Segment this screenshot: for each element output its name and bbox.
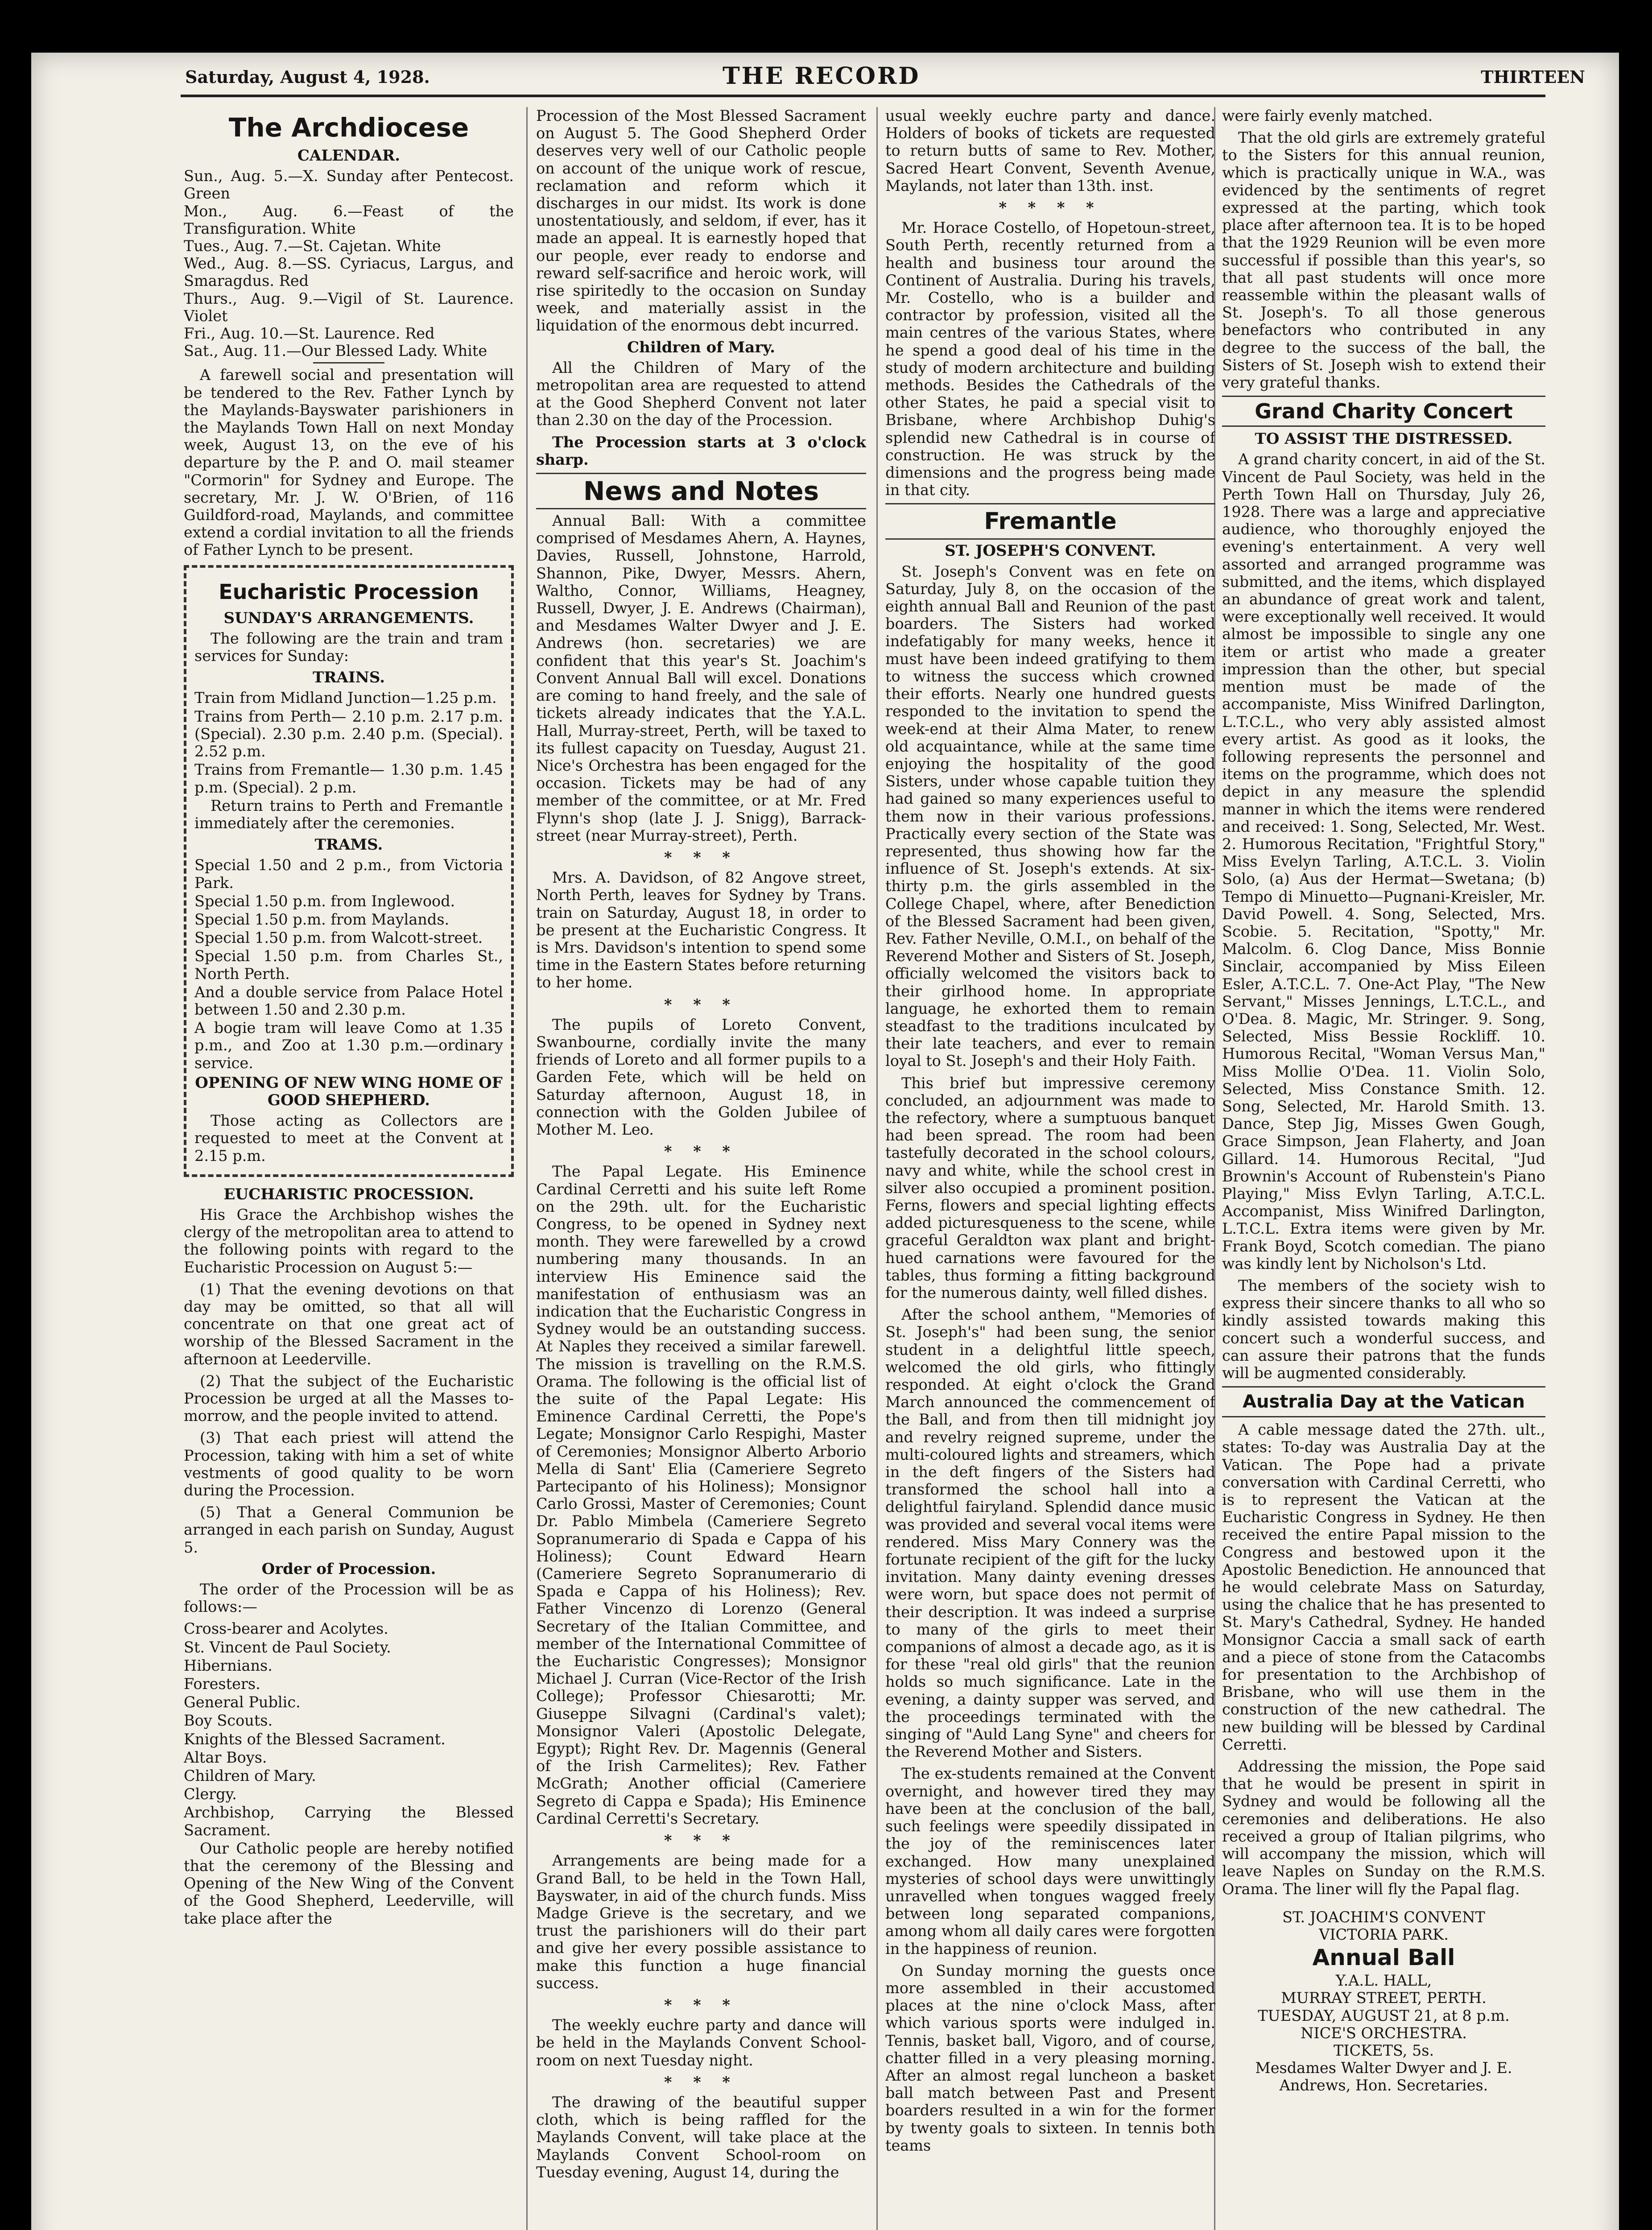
ad-line: TUESDAY, AUGUST 21, at 8 p.m.: [1258, 2007, 1510, 2024]
convent-paragraph: St. Joseph's Convent was en fete on Saturday, July 8, on the occasion of the eighth annual Ball and Reunion of the past boarders. The Sisters had worked indefatigably for many weeks, hence it must have been indeed gratifying to them to witness the success which crowned their efforts. Nearly one hundred guests responded to the invitation to spend the week-end at their Alma Mater, to renew old acquaintance, while at the same time enjoying the hospitality of the good Sisters, under whose capable tuition they had gained so many experiences useful to them now in their various professions. Practically every section of the State was represented, thus showing how far the influence of St. Joseph's extends. At six-thirty p.m. the girls assembled in the College Chapel, where, after Benediction of the Blessed Sacrament had been given, Rev. Father Neville, O.M.I., on behalf of the Reverend Mother and Sisters of St. Joseph, officially welcomed the visitors back to their girlhood home. In appropriate language, he exhorted them to remain steadfast to the traditions inculcated by their late teachers, and ever to remain loyal to St. Joseph's and their Holy Faith.: [885, 562, 1215, 1070]
tram-entry: Special 1.50 p.m. from Maylands.: [194, 910, 450, 928]
order-item: Knights of the Blessed Sacrament.: [184, 1730, 446, 1748]
euchre-continuation: usual weekly euchre party and dance. Holders of books of tickets are requested to return butts of same to Rev. Mother, Sacred Heart Convent, Seventh Avenue, Maylands, not later than 13th. inst.: [885, 107, 1215, 194]
children-of-mary-text: All the Children of Mary of the metropolitan area are requested to attend at the Good Shepherd Convent not later than 2.30 on the day of the Procession.: [536, 359, 866, 429]
star-separator: * * *: [664, 1996, 738, 2014]
procession-box-heading: Eucharistic Procession: [219, 579, 479, 604]
page-number: THIRTEEN: [1481, 67, 1585, 87]
order-item: Children of Mary.: [184, 1767, 316, 1785]
tram-entry: Special 1.50 p.m. from Charles St., North Perth.: [194, 947, 503, 983]
vatican-paragraph: Addressing the mission, the Pope said that he would be present in spirit in Sydney and would be following all the ceremonies and deliberations. He also received a group of Italian pilgrims, who will accompany the mission, which will leave Naples on Sunday on the R.M.S. Orama. The liner will fly the Papal flag.: [1222, 1758, 1545, 1898]
eucharistic-procession-heading: EUCHARISTIC PROCESSION.: [223, 1185, 474, 1203]
masthead-title: THE RECORD: [723, 62, 921, 90]
order-item: General Public.: [184, 1693, 301, 1711]
news-item: Arrangements are being made for a Grand Ball, to be held in the Town Hall, Bayswater, in aid of the church funds. Miss Madge Grieve is the secretary, and we trust the parishioners will do their part and give her every possible assistance to make this function a huge financial success.: [536, 1852, 866, 1992]
order-item: Foresters.: [184, 1675, 260, 1693]
calendar-entry: Wed., Aug. 8.—SS. Cyriacus, Largus, and Smaragdus. Red: [184, 255, 514, 290]
star-separator: * * *: [664, 1143, 738, 1160]
news-item: Mrs. A. Davidson, of 82 Angove street, North Perth, leaves for Sydney by Trans. train on Saturday, August 18, in order to be present at the Eucharistic Congress. It is Mrs. Davidson's intention to spend some time in the Eastern States before returning to her home.: [536, 869, 866, 991]
calendar-entry: Sat., Aug. 11.—Our Blessed Lady. White: [184, 342, 487, 360]
news-item: Annual Ball: With a committee comprised of Mesdames Ahern, A. Haynes, Davies, Russell, Johnstone, Harrold, Shannon, Pike, Dwyer, Messrs. Ahern, Waltho, Connor, Williams, Heagney, Russell, Dwyer, J. E. Andrews (Chairman), and Mesdames Walter Dwyer and J. E. Andrews (hon. secretaries) we are confident that this year's St. Joachim's Convent Annual Ball will excel. Donations are coming to hand freely, and the sale of tickets already indicates that the Y.A.L. Hall, Murray-street, Perth, will be taxed to its fullest capacity on Tuesday, August 21. Nice's Orchestra has been engaged for the occasion. Tickets may be had of any member of the committee, or at Mr. Fred Flynn's shop (late J. J. Snigg), Barrack-street (near Murray-street), Perth.: [536, 512, 866, 844]
column-divider: [876, 107, 878, 2230]
news-and-notes-heading: News and Notes: [536, 473, 866, 509]
calendar-entry: Thurs., Aug. 9.—Vigil of St. Laurence. Violet: [184, 289, 514, 325]
procession-point: (5) That a General Communion be arranged in each parish on Sunday, August 5.: [184, 1503, 514, 1556]
procession-time-note: The Procession starts at 3 o'clock sharp.: [536, 433, 866, 468]
news-item: The drawing of the beautiful supper cloth, which is being raffled for the Maylands Convent, will take place at the Maylands Convent School-room on Tuesday evening, August 14, during the: [536, 2093, 866, 2181]
train-entry: Trains from Fremantle— 1.30 p.m. 1.45 p.m. (Special). 2 p.m.: [194, 761, 503, 796]
calendar-entry: Sun., Aug. 5.—X. Sunday after Pentecost. Green: [184, 167, 514, 202]
convent-paragraph: After the school anthem, "Memories of St. Joseph's" had been sung, the senior student in a delightful little speech, welcomed the old girls, who fittingly responded. At eight o'clock the Grand March announced the commencement of the Ball, and from then till midnight joy and revelry reigned supreme, under the multi-coloured lights and streamers, which in the deft fingers of the Sisters had transformed the school hall into a delightful fairyland. Splendid dance music was provided and several vocal items were rendered. Miss Mary Connery was the fortunate recipient of the gift for the lucky invitation. Many dainty evening dresses were worn, but space does not permit of their description. It was indeed a surprise to many of the girls to meet their companions of almost a decade ago, as it is for these "real old girls" that the reunion holds so much significance. Late in the evening, a dainty supper was served, and the proceedings terminated with the singing of "Auld Lang Syne" and cheers for the Reverend Mother and Sisters.: [885, 1306, 1215, 1761]
tram-entry: Special 1.50 p.m. from Inglewood.: [194, 892, 455, 910]
ad-line: ST. JOACHIM'S CONVENT: [1282, 1908, 1485, 1926]
train-entry: Train from Midland Junction—1.25 p.m.: [194, 689, 497, 707]
calendar-entry: Tues., Aug. 7.—St. Cajetan. White: [184, 237, 441, 255]
trains-heading: TRAINS.: [312, 669, 385, 687]
procession-point: (2) That the subject of the Eucharistic Procession be urged at all the Masses to-morrow, and the people invited to attend.: [184, 1372, 514, 1425]
calendar-entry: Mon., Aug. 6.—Feast of the Transfiguration. White: [184, 202, 514, 237]
news-item: The Papal Legate. His Eminence Cardinal Cerretti and his suite left Rome on the 29th. ult. for the Eucharistic Congress, to be opened in Sydney next month. They were farewelled by a crowd numbering many thousands. In an interview His Eminence said the manifestation of enthusiasm was an indication that the Eucharistic Congress in Sydney would be an outstanding success. At Naples they received a similar farewell. The mission is travelling on the R.M.S. Orama. The following is the official list of the suite of the Papal Legate: His Eminence Cardinal Cerretti, the Pope's Legate; Monsignor Carlo Respighi, Master of Ceremonies; Monsignor Alberto Arborio Mella di Sant' Elia (Cameriere Segreto Partecipanto of his Holiness); Monsignor Carlo Grossi, Master of Ceremonies; Count Dr. Pablo Mimbela (Cameriere Segreto Sopranumerario di Spada e Cappa of his Holiness); Count Edward Hearn (Cameriere Segreto Sopranumerario di Spada e Cappa of his Holiness); Rev. Father Vincenzo di Lorenzo (General Secretary of the Italian Committee, and member of the International Committee of the Eucharistic Congresses); Monsignor Michael J. Curran (Vice-Rector of the Irish College); Professor Chiesarotti; Mr. Giuseppe Silvagni (Cardinal's valet); Monsignor Valeri (Apostolic Delegate, Egypt); Right Rev. Dr. Magennis (General of the Irish Carmelites); Rev. Father McGrath; Another official (Cameriere Segreto di Cappa e Spada); His Eminence Cardinal Cerretti's Secretary.: [536, 1163, 866, 1827]
column-4: [1222, 107, 1545, 2230]
column-1: [184, 107, 514, 2230]
farewell-notice: A farewell social and presentation will be tendered to the Rev. Father Lynch by the Maylands-Bayswater parishioners in the Maylands Town Hall on next Monday week, August 13, on the eve of his departure by the P. and O. mail steamer "Cormorin" for Sydney and Europe. The secretary, Mr. J. W. O'Brien, of 116 Guildford-road, Maylands, and committee extend a cordial invitation to all the friends of Father Lynch to be present.: [184, 366, 514, 559]
tram-entry: And a double service from Palace Hotel between 1.50 and 2.30 p.m.: [194, 983, 503, 1018]
column-2: [536, 107, 866, 2230]
vatican-paragraph: A cable message dated the 27th. ult., states: To-day was Australia Day at the Vatican. The Pope had a private conversation with Cardinal Cerretti, who is to represent the Vatican at the Eucharistic Congress in Sydney. He then received the entire Papal mission to the Congress and bestowed upon it the Apostolic Benediction. He announced that he would celebrate Mass on Saturday, using the chalice that he has presented to St. Mary's Cathedral, Sydney. He handed Monsignor Caccia a small sack of earth and a piece of stone from the Catacombs for presentation to the Archbishop of Brisbane, who will use them in the construction of the new cathedral. The new building will be blessed by Cardinal Cerretti.: [1222, 1421, 1545, 1753]
return-note: Return trains to Perth and Fremantle immediately after the ceremonies.: [194, 797, 503, 832]
ad-line: Y.A.L. HALL,: [1335, 1972, 1432, 1990]
vatican-heading: Australia Day at the Vatican: [1222, 1386, 1545, 1417]
old-girls-paragraph: That the old girls are extremely grateful to the Sisters for this annual reunion, which is practically unique in W.A., was evidenced by the sentiments of regret expressed at the parting, which took place after afternoon tea. It is to be hoped that the 1929 Reunion will be even more successful if possible than this year's, so that all past students will once more reassemble within the pleasant walls of St. Joseph's. To all those generous benefactors who contributed in any degree to the success of the ball, the Sisters of St. Joseph wish to extend their very grateful thanks.: [1222, 129, 1545, 392]
order-item: Archbishop, Carrying the Blessed Sacrament.: [184, 1804, 514, 1839]
archdiocese-heading: The Archdiocese: [228, 112, 469, 143]
news-item: The pupils of Loreto Convent, Swanbourne, cordially invite the many friends of Loreto and all former pupils to a Garden Fete, which will be held on Saturday afternoon, August 18, in connection with the Golden Jubilee of Mother M. Leo.: [536, 1016, 866, 1138]
column-3: [885, 107, 1215, 2230]
ad-line: VICTORIA PARK.: [1319, 1925, 1449, 1943]
star-separator: * * *: [664, 995, 738, 1013]
calendar-entry: Fri., Aug. 10.—St. Laurence. Red: [184, 325, 435, 343]
tram-entry: Special 1.50 and 2 p.m., from Victoria Park.: [194, 856, 503, 892]
order-item: Boy Scouts.: [184, 1712, 273, 1730]
services-intro: The following are the train and tram services for Sunday:: [194, 629, 503, 665]
order-intro: The order of the Procession will be as follows:—: [184, 1581, 514, 1616]
order-item: Hibernians.: [184, 1656, 273, 1674]
news-item: The weekly euchre party and dance will be held in the Maylands Convent School-room on next Tuesday night.: [536, 2016, 866, 2069]
header-rule: [181, 95, 1545, 97]
children-of-mary-heading: Children of Mary.: [627, 338, 775, 356]
order-item: Cross-bearer and Acolytes.: [184, 1620, 388, 1638]
arrangements-heading: SUNDAY'S ARRANGEMENTS.: [223, 609, 474, 627]
ad-title: Annual Ball: [1312, 1945, 1455, 1971]
star-separator: * * *: [664, 1832, 738, 1850]
convent-paragraph: The ex-students remained at the Convent overnight, and however tired they may have been at the conclusion of the ball, such feelings were speedily dissipated in the joy of the reminiscences later exchanged. How many unexplained mysteries of school days were unwittingly unravelled when tongues wagged freely between long separated companions, among whom all daily cares were forgotten in the happiness of reunion.: [885, 1765, 1215, 1957]
procession-intro: His Grace the Archbishop wishes the clergy of the metropolitan area to attend to the following points with regard to the Eucharistic Procession on August 5:—: [184, 1206, 514, 1276]
charity-concert-heading: Grand Charity Concert: [1222, 396, 1545, 427]
new-wing-heading: OPENING OF NEW WING HOME OF GOOD SHEPHERD.: [195, 1074, 503, 1109]
costello-item: Mr. Horace Costello, of Hopetoun-street, South Perth, recently returned from a health and business tour around the Continent of Australia. During his travels, Mr. Costello, who is a builder and contractor by profession, visited all the main centres of the various States, where he spend a good deal of his time in the study of modern architecture and building methods. Besides the Cathedrals of the other States, he paid a special visit to Brisbane, where Archbishop Duhig's splendid new Cathedral is in course of construction. He was struck by the dimensions and the progress being made in that city.: [885, 219, 1215, 499]
convent-paragraph: This brief but impressive ceremony concluded, an adjournment was made to the refectory, where a sumptuous banquet had been spread. The room had been tastefully decorated in the school colours, navy and white, while the school crest in silver also occupied a prominent position. Ferns, flowers and special lighting effects added picturesqueness to the scene, while graceful Geraldton wax plant and bright-hued carnations were favoured for the tables, thus forming a fitting background for the numerous dainty, well filled dishes.: [885, 1074, 1215, 1301]
charity-concert-subheading: TO ASSIST THE DISTRESSED.: [1255, 430, 1513, 448]
order-item: Altar Boys.: [184, 1748, 267, 1766]
convent-paragraph: On Sunday morning the guests once more assembled in their accustomed places at the nine o'clock Mass, after which various sports were indulged in. Tennis, basket ball, Vigoro, and of course, chatter filled in a very pleasing morning. After an almost regal luncheon a basket ball match between Past and Present boarders resulted in a win for the former by twenty goals to sixteen. In tennis both teams: [885, 1962, 1215, 2154]
tram-entry: Special 1.50 p.m. from Walcott-street.: [194, 929, 483, 947]
star-separator: * * *: [664, 2073, 738, 2091]
teams-continuation: were fairly evenly matched.: [1222, 107, 1433, 124]
column-divider: [526, 107, 528, 2230]
st-josephs-heading: ST. JOSEPH'S CONVENT.: [945, 542, 1156, 560]
good-shepherd-text: Procession of the Most Blessed Sacrament on August 5. The Good Shepherd Order deserves very well of our Catholic people on account of the unique work of rescue, reclamation and reform which it discharges in our midst. Its work is done unostentatiously, and seldom, if ever, has it made an appeal. It is earnestly hoped that our people, ever ready to endorse and reward self-sacrifice and heroic work, will rise spiritedly to the occasion on Sunday week, and materially assist in the liquidation of the enormous debt incurred.: [536, 107, 866, 334]
procession-box: [184, 565, 514, 1177]
blessing-notice: Our Catholic people are hereby notified that the ceremony of the Blessing and Opening of the New Wing of the Convent of the Good Shepherd, Leederville, will take place after the: [184, 1839, 514, 1927]
ad-line: MURRAY STREET, PERTH.: [1281, 1989, 1487, 2007]
new-wing-text: Those acting as Collectors are requested to meet at the Convent at 2.15 p.m.: [194, 1112, 503, 1165]
fremantle-heading: Fremantle: [885, 503, 1215, 540]
order-item: Clergy.: [184, 1785, 237, 1803]
ad-line: Mesdames Walter Dwyer and J. E. Andrews, Hon. Secretaries.: [1255, 2059, 1512, 2094]
train-entry: Trains from Perth— 2.10 p.m. 2.17 p.m. (Special). 2.30 p.m. 2.40 p.m. (Special). 2.52 p.m.: [194, 707, 503, 760]
trams-heading: TRAMS.: [314, 836, 383, 854]
star-separator: * * * *: [999, 199, 1102, 217]
concert-paragraph: A grand charity concert, in aid of the St. Vincent de Paul Society, was held in the Perth Town Hall on Thursday, July 26, 1928. There was a large and appreciative audience, who thoroughly enjoyed the evening's entertainment. A very well assorted and arranged programme was submitted, and the items, which displayed an abundance of great work and talent, were exceptionally well received. It would almost be impossible to single any one item or artist who made a greater impression than the other, but special mention must be made of the accompaniste, Miss Winifred Darlington, L.T.C.L., who very ably assisted almost every artist. As good as it looks, the following represents the personnel and items on the programme, which does not depict in any measure the splendid manner in which the items were rendered and received: 1. Song, Selected, Mr. West. 2. Humorous Recitation, "Frightful Story," Miss Evelyn Tarling, A.T.C.L. 3. Violin Solo, (a) Aus der Hermat—Swetana; (b) Tempo di Minuetto—Pugnani-Kreisler, Mr. David Powell. 4. Song, Selected, Mrs. Scobie. 5. Recitation, "Spotty," Mr. Malcolm. 6. Clog Dance, Miss Bonnie Sinclair, accompanied by Miss Eileen Esler, A.T.C.L. 7. One-Act Play, "The New Servant," Misses Jennings, L.T.C.L., and O'Dea. 8. Magic, Mr. Stringer. 9. Song, Selected, Miss Bessie Rockliff. 10. Humorous Recital, "Woman Versus Man," Miss Mollie O'Dea. 11. Violin Solo, Selected, Miss Constance Smith. 12. Song, Selected, Mr. Harold Smith. 13. Dance, Step Jig, Misses Gwen Gough, Grace Simpson, Jean Flaherty, and Joan Gillard. 14. Humorous Recital, "Jud Brownin's Account of Rubenstein's Piano Playing," Miss Evlyn Tarling, A.T.C.L. Accompanist, Miss Winifred Darlington, L.T.C.L. Extra items were given by Mr. Frank Boyd, Scotch comedian. The piano was kindly lent by Nicholson's Ltd.: [1222, 450, 1545, 1272]
calendar-heading: CALENDAR.: [297, 147, 401, 165]
tram-entry: A bogie tram will leave Como at 1.35 p.m., and Zoo at 1.30 p.m.—ordinary service.: [194, 1019, 503, 1072]
concert-paragraph: The members of the society wish to express their sincere thanks to all who so kindly assisted towards making this concert such a wonderful success, and can assure their patrons that the funds will be augmented considerably.: [1222, 1277, 1545, 1382]
procession-point: (1) That the evening devotions on that day may be omitted, so that all will concentrate on that one great act of worship of the Blessed Sacrament in the afternoon at Leederville.: [184, 1280, 514, 1368]
ad-line: NICE'S ORCHESTRA.: [1301, 2024, 1467, 2042]
divider: [313, 362, 384, 363]
order-item: St. Vincent de Paul Society.: [184, 1638, 391, 1656]
annual-ball-ad: [1222, 1908, 1545, 2094]
issue-date: Saturday, August 4, 1928.: [185, 67, 430, 87]
star-separator: * * *: [664, 848, 738, 866]
order-heading: Order of Procession.: [261, 1560, 436, 1578]
ad-line: TICKETS, 5s.: [1333, 2041, 1434, 2059]
procession-point: (3) That each priest will attend the Procession, taking with him a set of white vestments of good quality to be worn during the Procession.: [184, 1429, 514, 1499]
